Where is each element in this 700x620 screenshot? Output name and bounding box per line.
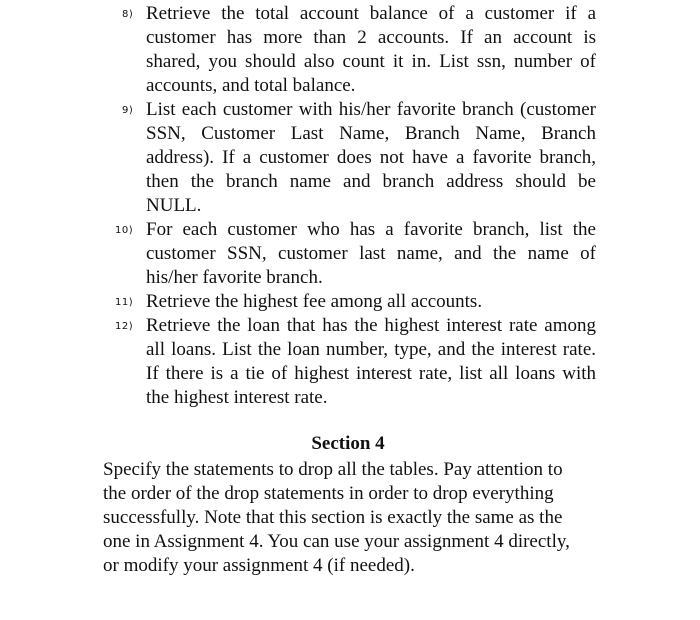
section-body: Specify the statements to drop all the tables. Pay attention to the order of the drop statements in order to drop everything successfully. Note that this section is exactly the same as the one in Assignment 4. You can use your assignment 4 directly, or modify your assignment 4 (if needed).	[103, 459, 570, 576]
question-item-8	[122, 2, 596, 98]
question-item-11	[115, 290, 596, 314]
question-list	[0, 2, 700, 410]
question-item-12	[115, 314, 596, 410]
question-item-9	[122, 98, 596, 218]
section-4	[103, 432, 593, 578]
question-item-10	[115, 218, 596, 290]
question-number: 11)	[115, 297, 134, 308]
question-text: For each customer who has a favorite branch, list the customer SSN, customer last name, and the name of his/her favorite branch.	[146, 219, 596, 288]
question-text: Retrieve the loan that has the highest interest rate among all loans. List the loan number, type, and the interest rate. If there is a tie of highest interest rate, list all loans with the highest interest rate.	[146, 315, 596, 408]
question-number: 9)	[122, 105, 134, 116]
question-text: List each customer with his/her favorite branch (customer SSN, Customer Last Name, Branch Name, Branch address). If a customer does not have a favorite branch, then the branch name and branch address should be NULL.	[146, 99, 596, 216]
question-text: Retrieve the highest fee among all accounts.	[146, 291, 483, 312]
section-title: Section 4	[311, 433, 385, 454]
question-number: 8)	[122, 9, 134, 20]
question-number: 10)	[115, 225, 134, 236]
question-number: 12)	[115, 321, 134, 332]
question-text: Retrieve the total account balance of a customer if a customer has more than 2 accounts. If an account is shared, you should also count it in. List ssn, number of accounts, and total balance.	[146, 3, 596, 96]
